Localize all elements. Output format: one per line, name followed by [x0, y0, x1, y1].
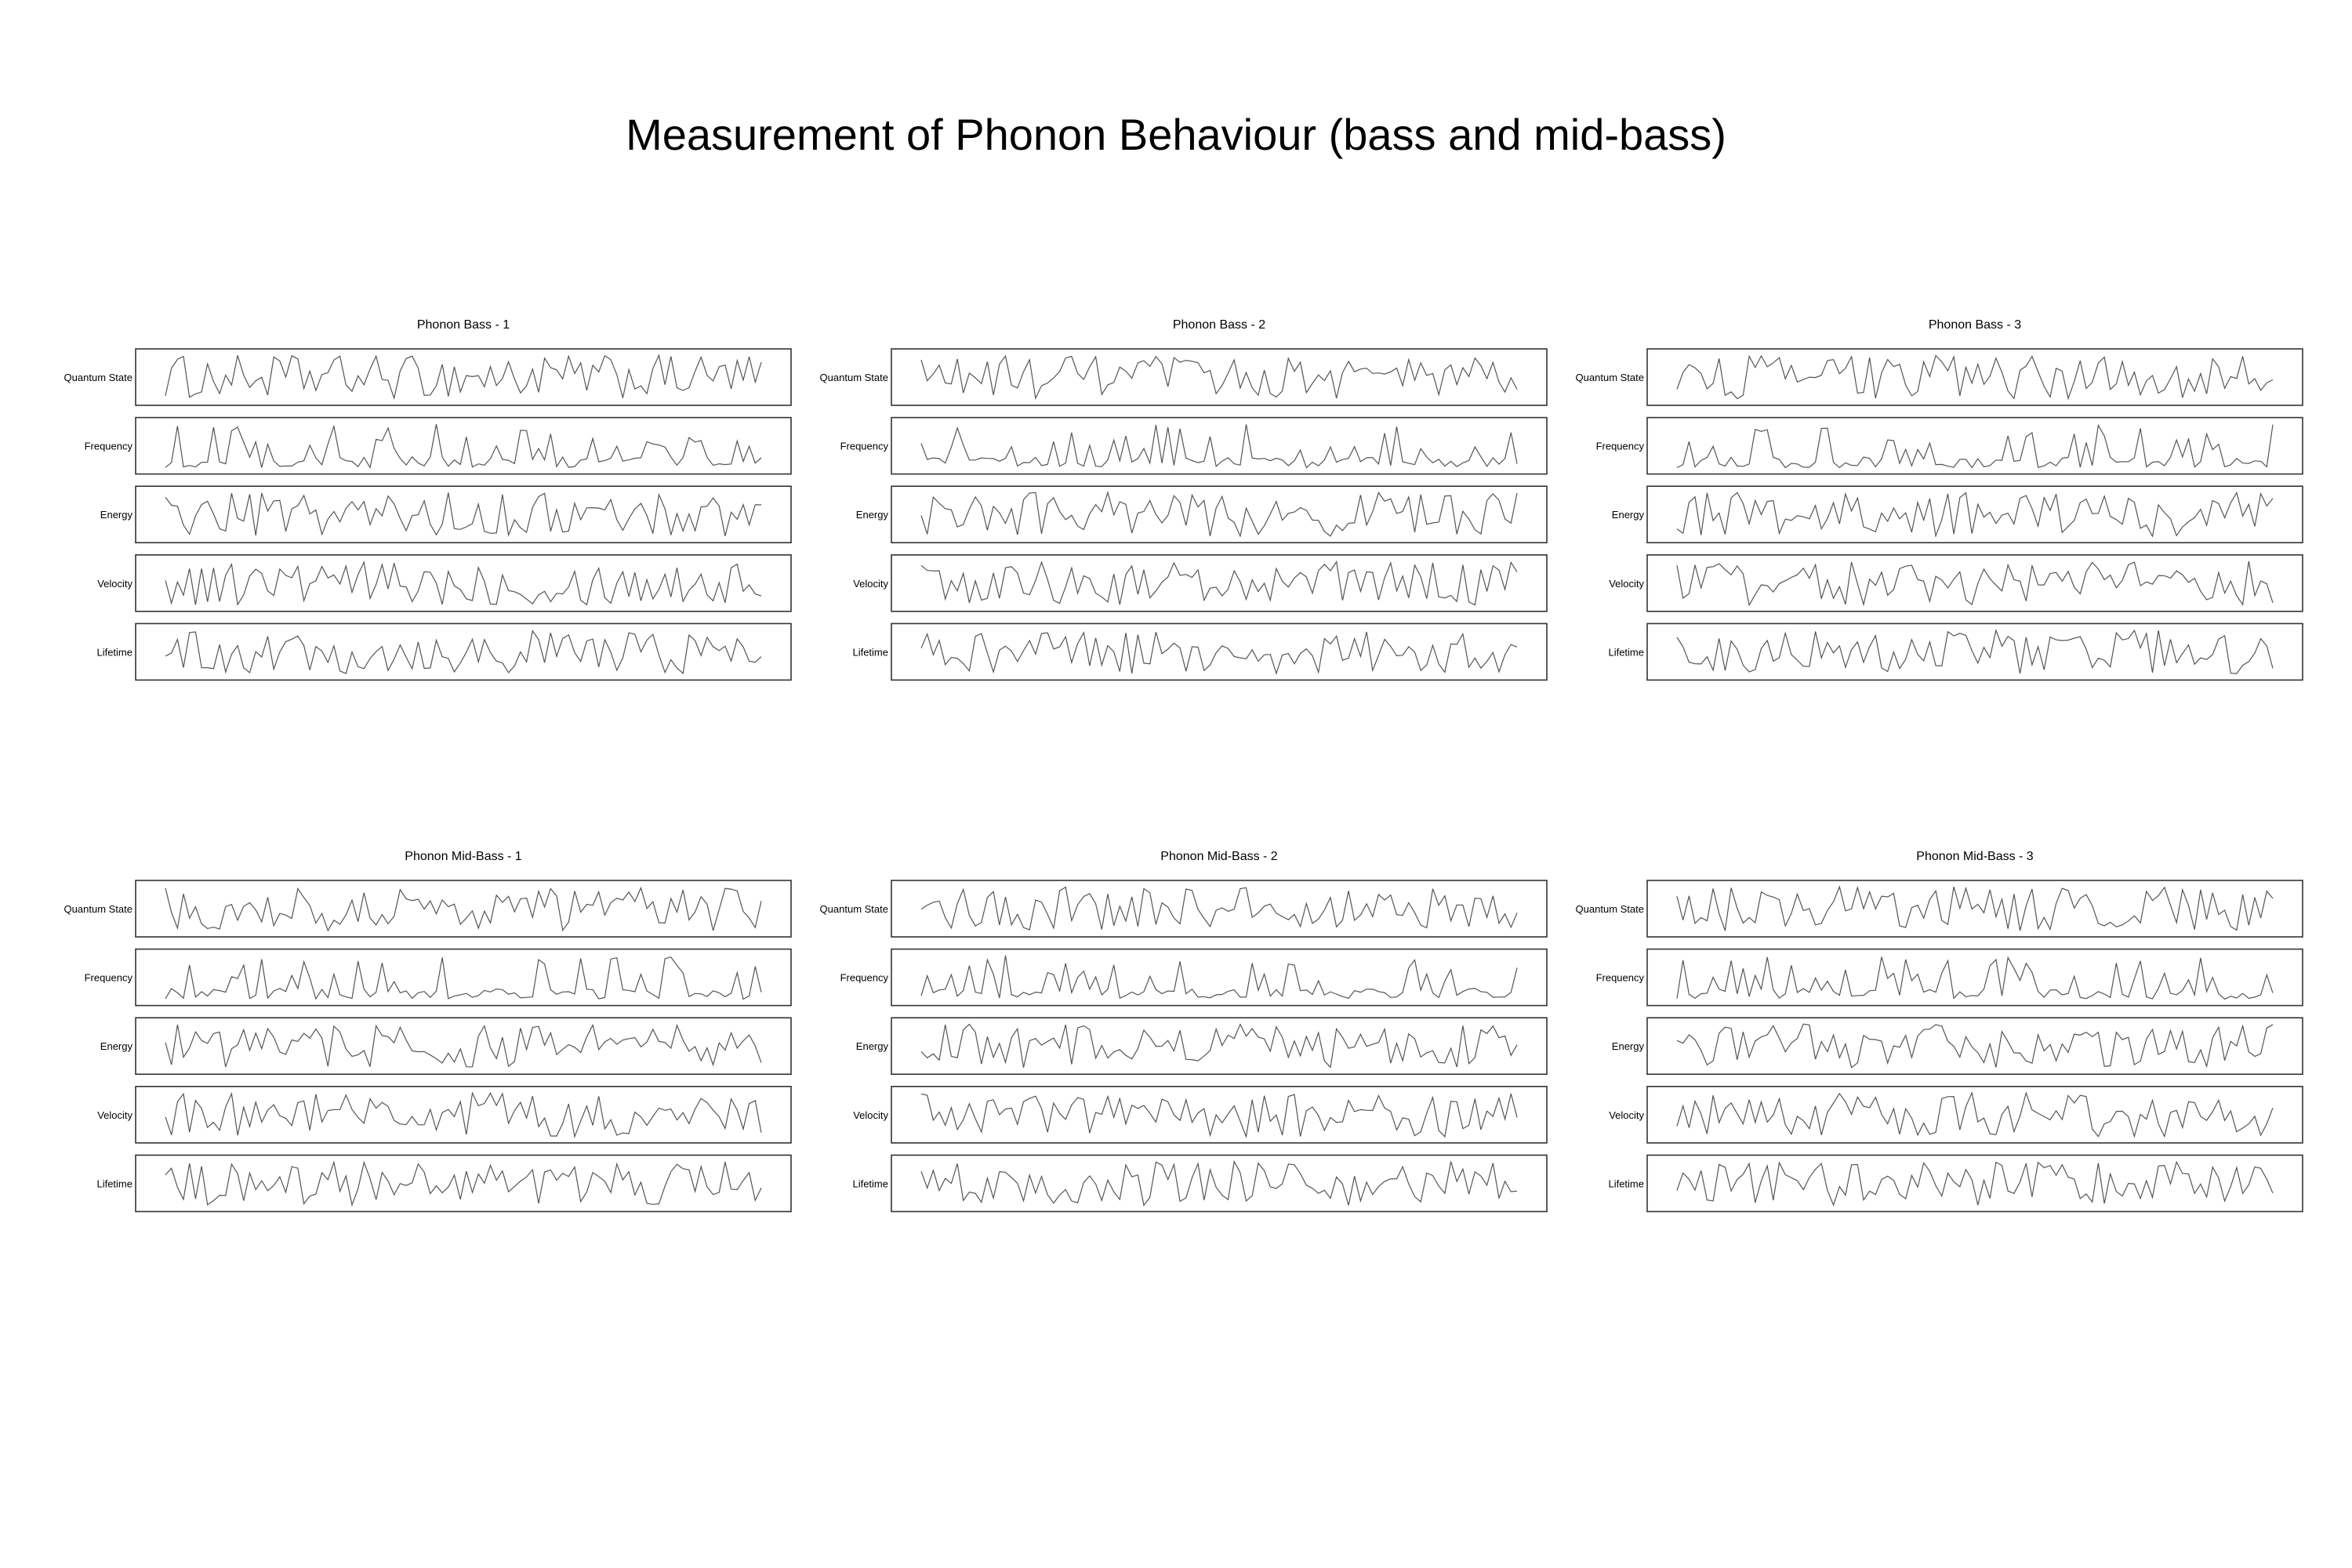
subplot-group [1576, 850, 2303, 1211]
subplot-group [1576, 318, 2303, 680]
subplot-group [64, 850, 791, 1211]
row-label: Frequency [1595, 440, 1644, 452]
series-line [921, 1024, 1517, 1067]
row-label: Lifetime [852, 646, 888, 659]
row-label: Lifetime [852, 1178, 888, 1190]
series-line [1677, 630, 2273, 673]
row-label: Velocity [97, 577, 132, 590]
row-label: Velocity [1609, 1109, 1644, 1121]
subplot-group [64, 318, 791, 680]
row-label: Quantum State [819, 372, 888, 383]
row-label: Quantum State [64, 372, 132, 383]
row-label: Energy [855, 1040, 888, 1053]
row-frame [136, 623, 791, 680]
row-frame [891, 949, 1547, 1006]
subplot-group [820, 318, 1547, 680]
series-line [1677, 492, 2273, 536]
series-line [165, 1162, 761, 1205]
series-line [165, 424, 761, 468]
row-frame [1647, 555, 2303, 612]
series-line [1677, 1093, 2273, 1137]
series-line [1677, 1024, 2273, 1068]
row-label: Velocity [1609, 577, 1644, 590]
series-line [921, 1162, 1517, 1206]
row-label: Velocity [97, 1109, 132, 1121]
figure-title: Measurement of Phonon Behaviour (bass and mid-bass) [626, 110, 1726, 159]
row-label: Energy [100, 1040, 132, 1053]
row-frame [891, 623, 1547, 680]
series-line [921, 956, 1517, 999]
subplot-title: Phonon Mid-Bass - 3 [1916, 850, 2034, 863]
series-line [1677, 425, 2273, 468]
series-line [1677, 887, 2273, 931]
subplot-title: Phonon Mid-Bass - 2 [1160, 850, 1278, 863]
row-label: Energy [1611, 1040, 1644, 1053]
series-line [1677, 1162, 2273, 1205]
row-label: Energy [100, 509, 132, 521]
series-line [165, 1093, 761, 1137]
series-line [921, 424, 1517, 467]
row-label: Quantum State [819, 903, 888, 915]
row-label: Quantum State [1575, 372, 1644, 383]
row-label: Energy [855, 509, 888, 521]
row-label: Lifetime [96, 646, 132, 659]
series-line [921, 1094, 1517, 1137]
subplot-title: Phonon Bass - 2 [1172, 318, 1266, 332]
row-label: Velocity [853, 1109, 888, 1121]
subplot-title: Phonon Mid-Bass - 1 [405, 850, 522, 863]
row-frame [891, 555, 1547, 612]
row-label: Frequency [1595, 971, 1644, 984]
row-label: Energy [1611, 509, 1644, 521]
subplot-group [820, 850, 1547, 1211]
row-frame [136, 486, 791, 543]
row-frame [1647, 623, 2303, 680]
series-line [1677, 957, 2273, 1000]
row-frame [891, 486, 1547, 543]
row-label: Quantum State [1575, 903, 1644, 915]
row-frame [136, 1018, 791, 1074]
series-line [921, 562, 1517, 605]
row-frame [136, 880, 791, 937]
subplot-title: Phonon Bass - 1 [416, 318, 510, 332]
subplot-title: Phonon Bass - 3 [1928, 318, 2022, 332]
series-line [1677, 561, 2273, 605]
series-line [921, 632, 1517, 673]
series-line [921, 492, 1517, 536]
row-label: Lifetime [96, 1178, 132, 1190]
row-frame [891, 418, 1547, 474]
series-line [165, 631, 761, 673]
row-label: Velocity [853, 577, 888, 590]
row-label: Frequency [840, 440, 888, 452]
row-label: Lifetime [1608, 1178, 1644, 1190]
series-line [1677, 356, 2273, 399]
series-line [165, 562, 761, 604]
row-label: Frequency [84, 440, 132, 452]
series-line [165, 492, 761, 535]
row-label: Frequency [84, 971, 132, 984]
series-line [165, 957, 761, 1000]
series-line [165, 355, 761, 398]
series-line [165, 1025, 761, 1067]
row-frame [891, 1155, 1547, 1211]
series-line [165, 888, 761, 931]
series-line [921, 887, 1517, 930]
series-line [921, 356, 1517, 398]
row-frame [1647, 1018, 2303, 1074]
row-label: Lifetime [1608, 646, 1644, 659]
row-label: Quantum State [64, 903, 132, 915]
row-frame [1647, 1155, 2303, 1211]
row-frame [136, 418, 791, 474]
row-frame [1647, 486, 2303, 543]
row-label: Frequency [840, 971, 888, 984]
